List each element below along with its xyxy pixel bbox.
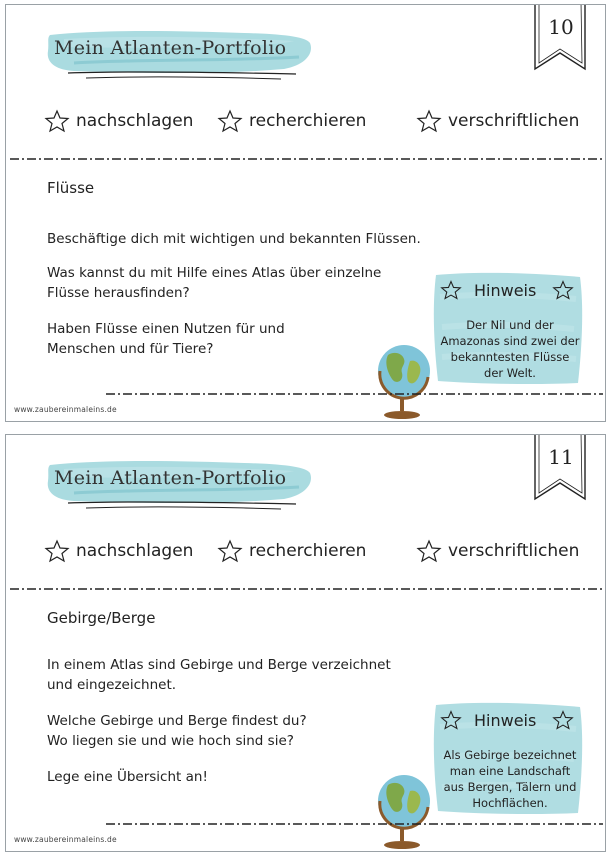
task-paragraph: Was kannst du mit Hilfe eines Atlas über einzelne Flüsse herausfinden? — [47, 265, 382, 301]
hint-text: Als Gebirge bezeichnet man eine Landschaft aus Bergen, Tälern und Hochflächen. — [443, 748, 577, 810]
activity-verbs — [6, 539, 606, 569]
star-icon — [217, 539, 243, 563]
title-banner — [44, 27, 312, 75]
task-paragraph: In einem Atlas sind Gebirge und Berge verzeichnet und eingezeichnet. — [47, 657, 391, 693]
verb-item — [217, 539, 366, 563]
verb-label: verschriftlichen — [448, 541, 580, 561]
dashed-divider — [6, 155, 606, 163]
task-paragraph: Haben Flüsse einen Nutzen für und Menschen und für Tiere? — [47, 321, 285, 357]
title-banner — [44, 457, 312, 505]
verb-label: nachschlagen — [76, 541, 194, 561]
task-card-10 — [5, 4, 606, 422]
verb-item — [44, 109, 193, 133]
hint-box — [426, 267, 586, 387]
star-icon — [416, 109, 442, 133]
verb-item — [217, 109, 366, 133]
task-paragraph: Welche Gebirge und Berge findest du? Wo liegen sie und wie hoch sind sie? — [47, 713, 307, 749]
star-icon — [552, 709, 574, 731]
topic-title: Flüsse — [47, 179, 95, 197]
star-icon — [440, 279, 462, 301]
star-icon — [416, 539, 442, 563]
task-paragraph: Beschäftige dich mit wichtigen und bekannten Flüssen. — [47, 231, 421, 247]
task-card-11 — [5, 434, 606, 852]
card-number: 11 — [548, 445, 574, 469]
star-icon — [44, 109, 70, 133]
website-credit: www.zaubereinmaleins.de — [14, 835, 117, 844]
dashed-divider — [6, 585, 606, 593]
star-icon — [552, 279, 574, 301]
globe-icon — [372, 767, 436, 851]
star-icon — [44, 539, 70, 563]
portfolio-title: Mein Atlanten-Portfolio — [54, 37, 287, 59]
dashed-divider — [6, 389, 606, 399]
title-underline — [66, 499, 306, 513]
verb-item — [416, 109, 579, 133]
portfolio-title: Mein Atlanten-Portfolio — [54, 467, 287, 489]
verb-label: recherchieren — [249, 111, 367, 131]
hint-text: Der Nil und der Amazonas sind zwei der bekanntesten Flüsse der Welt. — [440, 318, 580, 380]
verb-label: recherchieren — [249, 541, 367, 561]
title-underline — [66, 69, 306, 83]
verb-label: verschriftlichen — [448, 111, 580, 131]
task-paragraph: Lege eine Übersicht an! — [47, 769, 208, 785]
hint-title: Hinweis — [474, 281, 537, 300]
dashed-divider — [6, 819, 606, 829]
hint-title: Hinweis — [474, 711, 537, 730]
verb-item — [416, 539, 579, 563]
star-icon — [217, 109, 243, 133]
star-icon — [440, 709, 462, 731]
globe-icon — [372, 337, 436, 421]
card-number: 10 — [548, 15, 574, 39]
verb-item — [44, 539, 193, 563]
activity-verbs — [6, 109, 606, 139]
topic-title: Gebirge/Berge — [47, 609, 156, 627]
hint-box — [426, 697, 586, 817]
website-credit: www.zaubereinmaleins.de — [14, 405, 117, 414]
verb-label: nachschlagen — [76, 111, 194, 131]
